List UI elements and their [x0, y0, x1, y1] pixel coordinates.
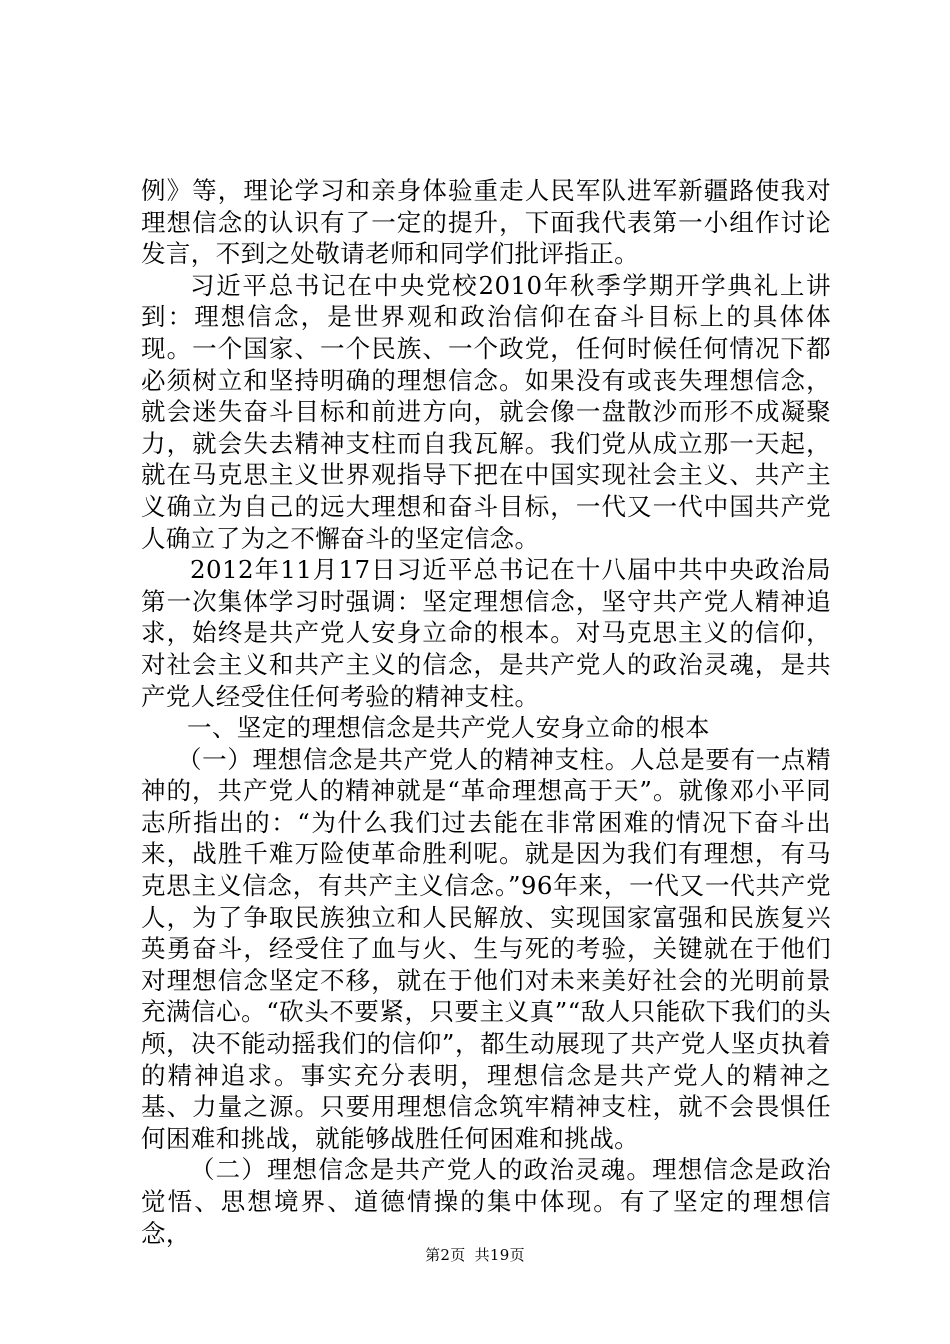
- paragraph-spiritual-pillar: （一）理想信念是共产党人的精神支柱。人总是要有一点精神的，共产党人的精神就是“革命理想高于天”。就像邓小平同志所指出的：“为什么我们过去能在非常困难的情况下奋斗出来，战胜千难万险使革命胜利呢。就是因为我们有理想，有马克思主义信念，有共产主义信念。”96年来，一代又一代共产党人，为了争取民族独立和人民解放、实现国家富强和民族复兴英勇奋斗，经受住了血与火、生与死的考验，关键就在于他们对理想信念坚定不移，就在于他们对未来美好社会的光明前景充满信心。“砍头不要紧，只要主义真”“敌人只能砍下我们的头颅，决不能动摇我们的信仰”，都生动展现了共产党人坚贞执着的精神追求。事实充分表明，理想信念是共产党人的精神之基、力量之源。只要用理想信念筑牢精神支柱，就不会畏惧任何困难和挑战，就能够战胜任何困难和挑战。: [141, 744, 831, 1153]
- paragraph-continuation: 例》等，理论学习和亲身体验重走人民军队进军新疆路使我对理想信念的认识有了一定的提升，下面我代表第一小组作讨论发言，不到之处敬请老师和同学们批评指正。: [141, 176, 831, 269]
- page-number: 第2页: [425, 1246, 466, 1264]
- paragraph-party-school-speech: 习近平总书记在中央党校2010年秋季学期开学典礼上讲到：理想信念，是世界观和政治信仰在奋斗目标上的具体体现。一个国家、一个民族、一个政党，任何时候任何情况下都必须树立和坚持明确的理想信念。如果没有或丧失理想信念，就会迷失奋斗目标和前进方向，就会像一盘散沙而形不成凝聚力，就会失去精神支柱而自我瓦解。我们党从成立那一天起，就在马克思主义世界观指导下把在中国实现社会主义、共产主义确立为自己的远大理想和奋斗目标，一代又一代中国共产党人确立了为之不懈奋斗的坚定信念。: [141, 270, 831, 553]
- section-heading-1: 一、坚定的理想信念是共产党人安身立命的根本: [187, 713, 710, 743]
- page-footer: [0, 1245, 950, 1265]
- paragraph-politburo-study: 2012年11月17日习近平总书记在十八届中共中央政治局第一次集体学习时强调：坚定理想信念，坚守共产党人精神追求，始终是共产党人安身立命的根本。对马克思主义的信仰，对社会主义和共产主义的信念，是共产党人的政治灵魂，是共产党人经受住任何考验的精神支柱。: [141, 555, 831, 711]
- paragraph-political-soul: （二）理想信念是共产党人的政治灵魂。理想信念是政治觉悟、思想境界、道德情操的集中体现。有了坚定的理想信念，: [141, 1155, 831, 1248]
- document-body: [141, 175, 831, 1249]
- total-pages: 共19页: [474, 1246, 525, 1264]
